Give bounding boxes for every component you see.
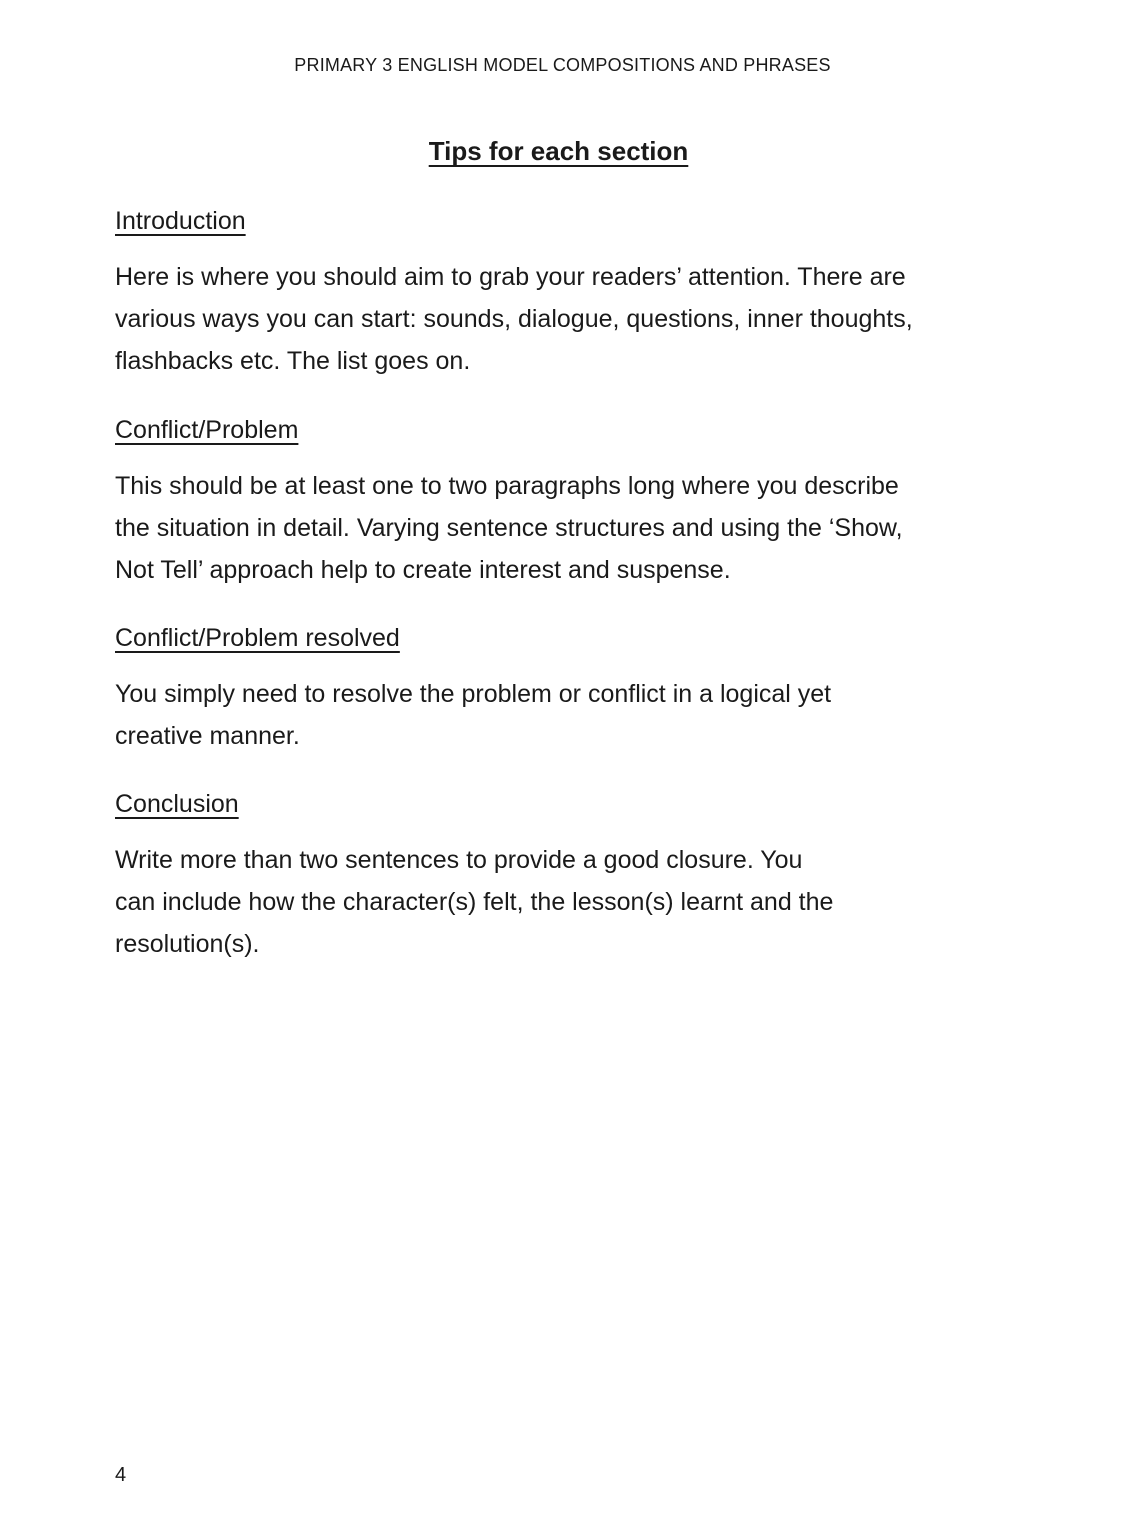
section-heading-conflict-problem: Conflict/Problem (115, 416, 299, 444)
section-body-conflict-problem (115, 465, 903, 591)
body-line: resolution(s). (115, 930, 260, 958)
body-line: Not Tell’ approach help to create interest and suspense. (115, 556, 731, 584)
page-title: Tips for each section (428, 136, 689, 166)
body-line: Here is where you should aim to grab your readers’ attention. There are (115, 263, 906, 291)
section-heading-conclusion: Conclusion (115, 790, 239, 818)
section-heading-conflict-resolved: Conflict/Problem resolved (115, 624, 400, 652)
body-line: This should be at least one to two paragraphs long where you describe (115, 472, 899, 500)
running-header: PRIMARY 3 ENGLISH MODEL COMPOSITIONS AND PHRASES (294, 55, 831, 75)
body-line: can include how the character(s) felt, the lesson(s) learnt and the (115, 888, 834, 916)
section-body-conflict-resolved (115, 673, 831, 757)
page-number: 4 (115, 1464, 127, 1486)
body-line: various ways you can start: sounds, dialogue, questions, inner thoughts, (115, 305, 913, 333)
section-body-introduction (115, 256, 913, 382)
body-line: flashbacks etc. The list goes on. (115, 347, 471, 375)
body-line: Write more than two sentences to provide a good closure. You (115, 846, 803, 874)
section-body-conclusion (115, 839, 833, 965)
body-line: the situation in detail. Varying sentence structures and using the ‘Show, (115, 514, 903, 542)
body-line: You simply need to resolve the problem or conflict in a logical yet (115, 680, 832, 708)
body-line: creative manner. (115, 722, 300, 750)
section-heading-introduction: Introduction (115, 207, 246, 235)
